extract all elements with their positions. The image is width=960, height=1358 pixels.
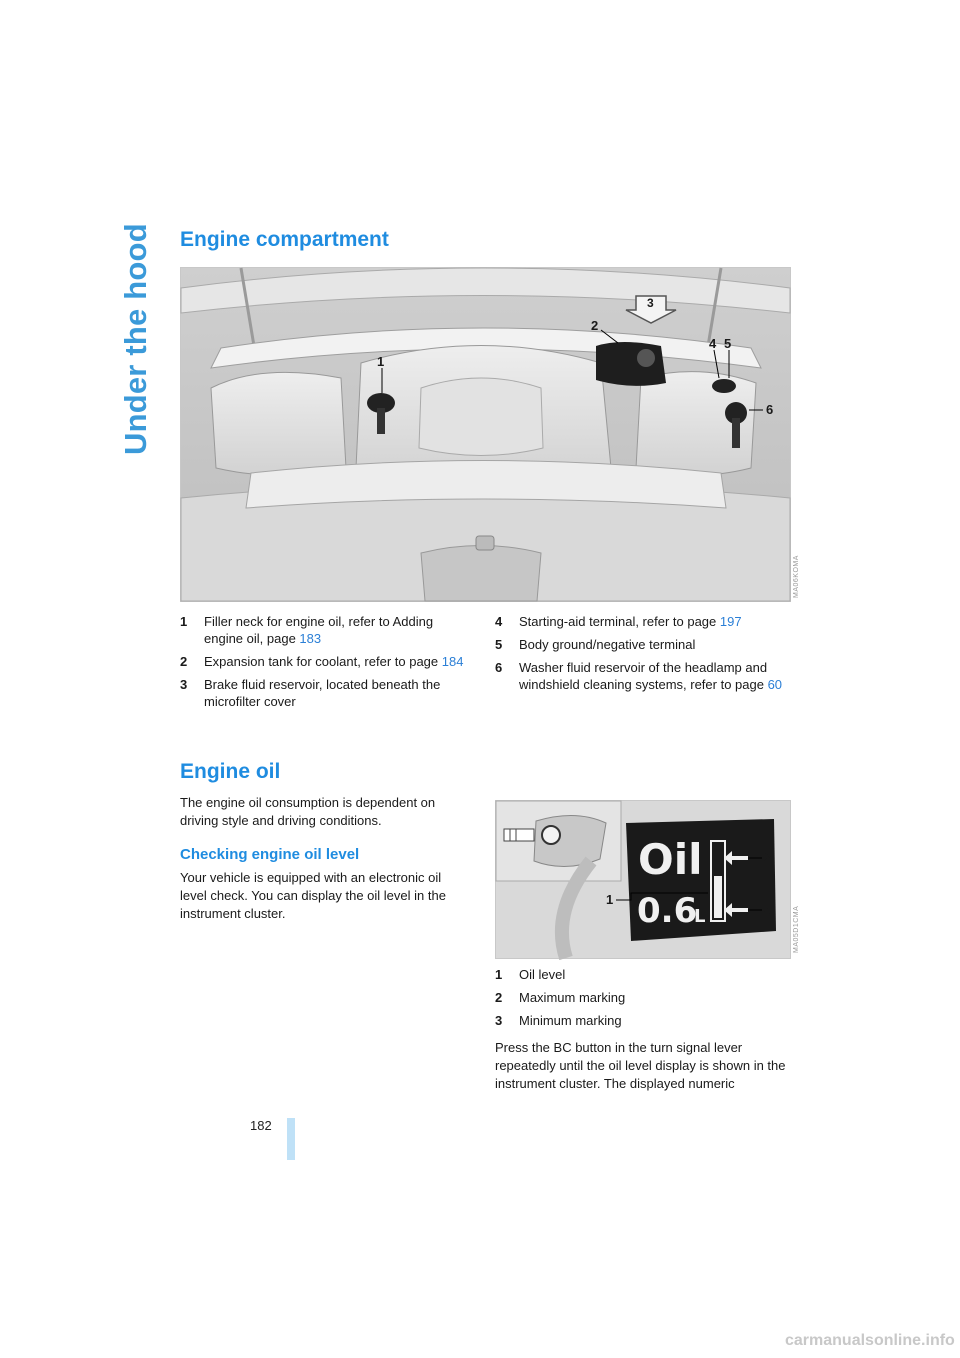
list-item: [495, 966, 789, 983]
list-item-number: 6: [495, 660, 503, 675]
engine-figure-code: MA06KOMA: [793, 555, 800, 598]
engine-callout-4: 4: [709, 336, 717, 351]
list-item-number: 1: [495, 967, 503, 982]
oil-figure-code: MA05D1CMA: [793, 905, 800, 953]
oil-callout-1: 1: [606, 892, 614, 907]
list-item-number: 3: [180, 677, 188, 692]
list-item: [180, 653, 470, 670]
list-item: [495, 613, 789, 630]
oil-display-unit: L: [694, 906, 706, 927]
section-side-title-text: Under the hood: [118, 223, 153, 455]
list-item-number: 2: [495, 990, 503, 1005]
list-item-number: 1: [180, 614, 188, 629]
list-item: [495, 636, 789, 653]
check-oil-paragraph: Your vehicle is equipped with an electronic oil level check. You can display the oil level in the instrument cluster.: [180, 870, 446, 921]
list-item: [180, 613, 470, 647]
heading-engine-compartment: Engine compartment: [180, 228, 389, 251]
heading-checking-oil-level: Checking engine oil level: [180, 846, 360, 863]
list-item-text: Minimum marking: [519, 1013, 622, 1028]
oil-callout-3: 3: [764, 902, 772, 917]
engine-oil-intro: The engine oil consumption is dependent on driving style and driving conditions.: [180, 795, 436, 828]
heading-engine-oil: Engine oil: [180, 760, 281, 783]
oil-level-figure: [495, 800, 800, 959]
list-item-text: Starting-aid terminal, refer to page: [519, 614, 720, 629]
list-item: [495, 659, 789, 693]
watermark: carmanualsonline.info: [785, 1332, 955, 1349]
oil-display-legend: [495, 966, 789, 1035]
list-item: [495, 1012, 789, 1029]
list-item-text: Filler neck for engine oil, refer to Adding engine oil, page: [204, 614, 434, 646]
list-item-number: 3: [495, 1013, 503, 1028]
engine-callout-1: 1: [377, 354, 385, 369]
list-item-text: Brake fluid reservoir, located beneath the microfilter cover: [204, 677, 441, 709]
list-item-text: Washer fluid reservoir of the headlamp and windshield cleaning systems, refer to page: [519, 660, 768, 692]
oil-display-word: Oil: [638, 835, 703, 884]
list-item-text: Maximum marking: [519, 990, 626, 1005]
list-item-number: 2: [180, 654, 188, 669]
list-item-number: 4: [495, 614, 503, 629]
page-link-197[interactable]: 197: [719, 614, 742, 629]
engine-parts-list-right: [495, 613, 789, 699]
engine-callout-6: 6: [766, 402, 774, 417]
section-side-title: [118, 223, 158, 455]
page-number: 182: [250, 1118, 272, 1133]
list-item: [495, 989, 789, 1006]
list-item: [180, 676, 470, 710]
engine-callout-3: 3: [647, 296, 654, 310]
page-link-183[interactable]: 183: [299, 631, 322, 646]
oil-callout-2: 2: [764, 850, 772, 865]
engine-compartment-illustration: [181, 268, 790, 601]
page-link-60[interactable]: 60: [767, 677, 783, 692]
bc-button-paragraph: Press the BC button in the turn signal lever repeatedly until the oil level display is shown in the instrument cluster. The displayed numeric: [495, 1040, 786, 1091]
page-marker-bar: [287, 1118, 295, 1160]
list-item-text: Body ground/negative terminal: [519, 637, 696, 652]
engine-callout-5: 5: [724, 336, 732, 351]
list-item-text: Oil level: [519, 967, 566, 982]
list-item-number: 5: [495, 637, 503, 652]
page-link-184[interactable]: 184: [441, 654, 464, 669]
list-item-text: Expansion tank for coolant, refer to page: [204, 654, 442, 669]
engine-callout-2: 2: [591, 318, 599, 333]
engine-parts-list-left: [180, 613, 470, 716]
oil-display-value: 0.6: [637, 891, 698, 931]
engine-compartment-figure: [180, 267, 800, 602]
